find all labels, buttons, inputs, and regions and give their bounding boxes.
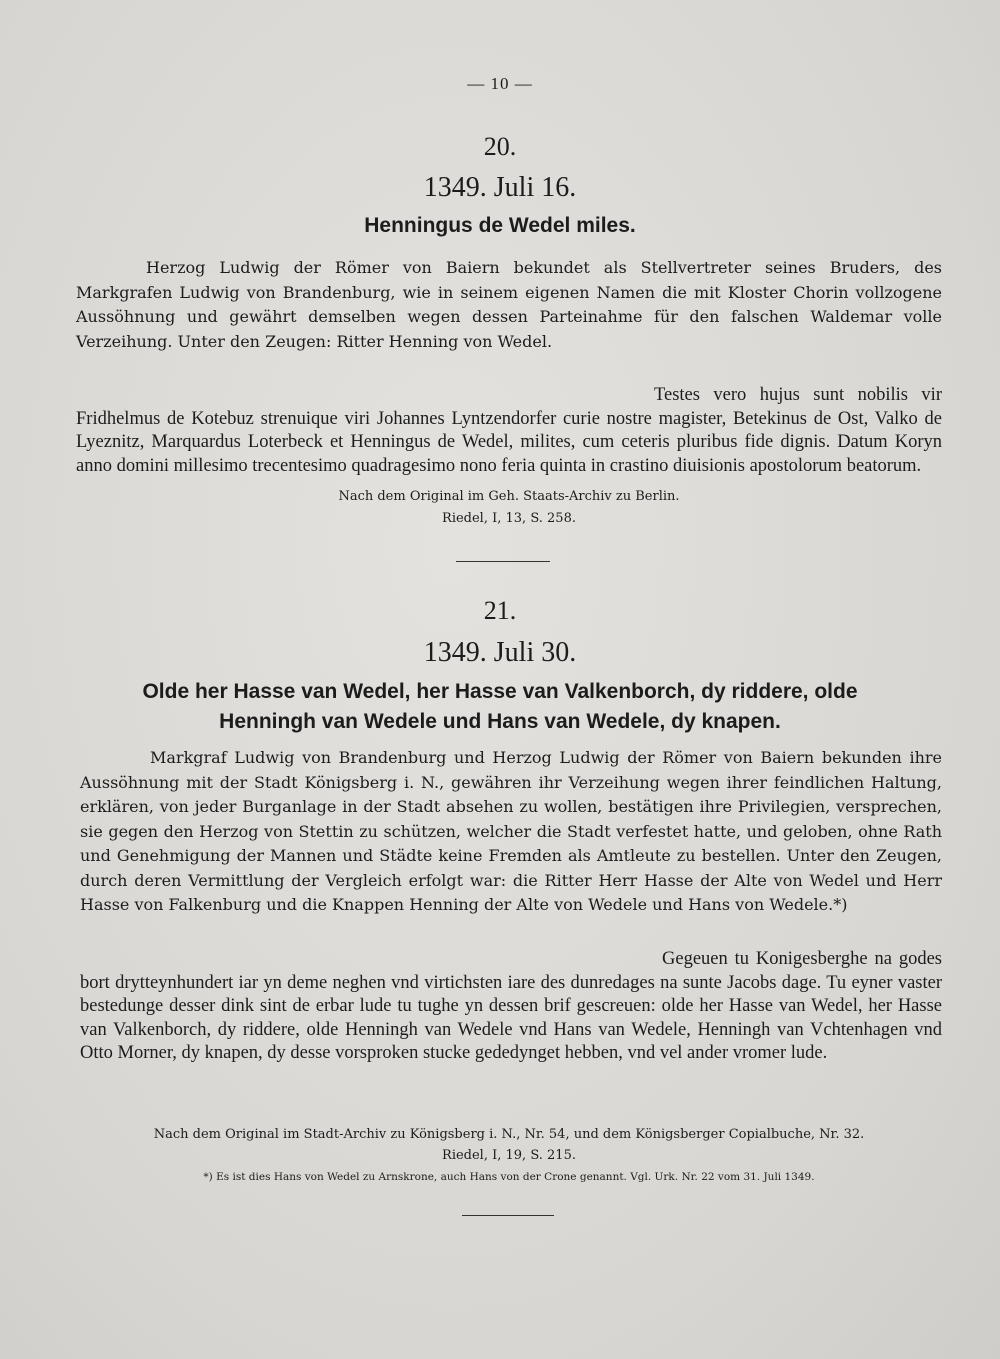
regest-summary: Herzog Ludwig der Römer von Baiern bekundet als Stellvertreter seines Bruders, des Markgrafen Ludwig von Brandenburg, wie in seinem eigenen Namen die mit Kloster Chorin vollzogene Aussöhnung und gewährt demselben wegen dessen Parteinahme für den falschen Waldemar volle Verzeihung. Unter den Zeugen: Ritter Henning von Wedel.: [76, 258, 942, 351]
page-number: — 10 —: [467, 74, 533, 93]
section-divider: [462, 1215, 554, 1216]
document-number: 20.: [483, 132, 517, 161]
charter-text: Gegeuen tu Konigesberghe na godes bort drytteynhundert iar yn deme neghen vnd virtichsten iare des dunredages na sunte Jacobs dage. Tu eyner vaster bestedunge desser dink sint de erbar lude tu tughe yn dessen brif gescreuen: olde her Hasse van Wedel, her Hasse van Valkenborch, dy riddere, olde Henningh van Wedele vnd Hans van Wedele, Henningh van Vchtenhagen vnd Otto Morner, dy knapen, dy desse vorsproken stucke gededynget hebben, vnd vel ander vromer lude.: [80, 949, 942, 1063]
source-citation: Nach dem Original im Geh. Staats-Archiv zu Berlin.: [338, 489, 680, 504]
document-date: 1349. Juli 30.: [423, 637, 577, 668]
document-date: 1349. Juli 16.: [423, 172, 577, 203]
charter-text: Testes vero hujus sunt nobilis vir Fridhelmus de Kotebuz strenuique viri Johannes Lyntzendorfer curie nostre magister, Betekinus de Ost, Valko de Lyeznitz, Marquardus Loterbeck et Henningus de Wedel, milites, cum ceteris pluribus fide dignis. Datum Koryn anno domini millesimo trecentesimo quadragesimo nono feria quinta in crastino diuisionis apostolorum beatorum.: [76, 385, 942, 476]
section-divider: [456, 561, 550, 562]
document-heading: Henningus de Wedel miles.: [364, 214, 636, 237]
regest-summary: Markgraf Ludwig von Brandenburg und Herzog Ludwig der Römer von Baiern bekunden ihre Aussöhnung mit der Stadt Königsberg i. N., gewähren ihr Verzeihung wegen ihrer feindlichen Haltung, erklären, von jeder Burganlage in der Stadt absehen zu wollen, bestätigen ihre Privilegien, versprechen, sie gegen den Herzog von Stettin zu schützen, welcher die Stadt verfestet hatte, und geloben, ohne Rath und Genehmigung der Mannen und Städte keine Fremden als Amtleute zu bestellen. Unter den Zeugen, durch deren Vermittlung der Vergleich erfolgt war: die Ritter Herr Hasse der Alte von Wedel und Herr Hasse von Falkenburg und die Knappen Henning der Alte von Wedele und Hans von Wedele.*): [80, 748, 942, 914]
document-number: 21.: [483, 596, 517, 625]
document-heading: Henningh van Wedele und Hans van Wedele, dy knapen.: [219, 710, 781, 733]
document-heading: Olde her Hasse van Wedel, her Hasse van Valkenborch, dy riddere, olde: [142, 680, 858, 703]
footnote: *) Es ist dies Hans von Wedel zu Arnskrone, auch Hans von der Crone genannt. Vgl. Urk. Nr. 22 vom 31. Juli 1349.: [203, 1171, 815, 1183]
source-citation: Nach dem Original im Stadt-Archiv zu Königsberg i. N., Nr. 54, und dem Königsberger Copialbuche, Nr. 32.: [153, 1127, 865, 1142]
source-citation: Riedel, I, 13, S. 258.: [442, 511, 576, 526]
source-citation: Riedel, I, 19, S. 215.: [442, 1148, 576, 1163]
